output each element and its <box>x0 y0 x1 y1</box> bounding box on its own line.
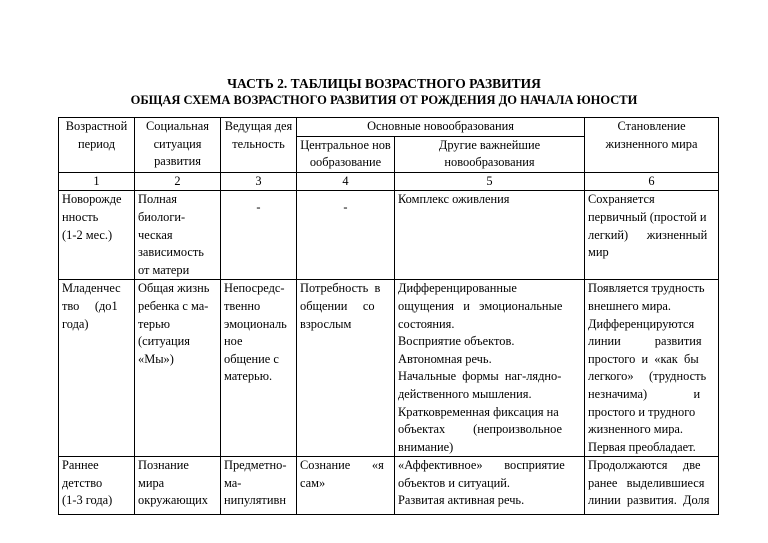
cell-line: (ситуация <box>138 334 191 349</box>
cell-line: терью <box>138 316 171 331</box>
cell-line: ребенка с ма- <box>138 298 209 313</box>
cell-line: (1-2 мес.) <box>62 227 113 242</box>
cell-line: первичный (простой и <box>588 209 707 224</box>
cell-line: Предметно- <box>224 458 287 473</box>
cell-social <box>135 191 221 280</box>
cell-line: Дифференцированные <box>398 281 517 296</box>
cell-line: окружающих <box>138 493 208 508</box>
cell-period <box>59 191 135 280</box>
cell-line: от матери <box>138 262 190 277</box>
column-number: 3 <box>221 172 297 191</box>
cell-line: внешнего мира. <box>588 298 671 313</box>
header-other-neoformations: Другие важнейшие новообразования <box>395 136 585 172</box>
header-life-world: Становление жизненного мира <box>585 118 719 173</box>
cell-social <box>135 457 221 515</box>
cell-line: мира <box>138 475 165 490</box>
cell-line: линии развития. Доля <box>588 493 710 508</box>
cell-line: эмоциональ <box>224 316 287 331</box>
cell-line: мир <box>588 245 609 260</box>
cell-line: года) <box>62 316 89 331</box>
cell-line: Сохраняется <box>588 192 655 207</box>
cell-line: общение с <box>224 351 279 366</box>
cell-line: объектов и ситуаций. <box>398 475 510 490</box>
cell-line: Продолжаются две <box>588 458 701 473</box>
cell-line: объектах (непроизвольное <box>398 422 563 437</box>
cell-central <box>297 280 395 457</box>
cell-central <box>297 457 395 515</box>
table-row-infancy <box>59 280 719 457</box>
cell-line: Младенчес <box>62 281 121 296</box>
column-number: 2 <box>135 172 221 191</box>
cell-other <box>395 457 585 515</box>
cell-world <box>585 280 719 457</box>
cell-line: Начальные формы наг-лядно- <box>398 369 562 384</box>
age-development-table <box>58 117 719 515</box>
cell-line: нность <box>62 209 99 224</box>
cell-line: Восприятие объектов. <box>398 334 515 349</box>
cell-leading <box>221 280 297 457</box>
cell-line: Появляется трудность <box>588 281 705 296</box>
cell-line: Сознание «я <box>300 458 384 473</box>
column-number: 5 <box>395 172 585 191</box>
cell-line: действенного мышления. <box>398 386 532 401</box>
cell-line: (1-3 года) <box>62 493 113 508</box>
cell-line: детство <box>62 475 103 490</box>
cell-line: Дифференцируются <box>588 316 695 331</box>
cell-line: тво (до1 <box>62 298 118 313</box>
cell-other <box>395 280 585 457</box>
cell-line: Развитая активная речь. <box>398 493 525 508</box>
cell-line: незначима) и <box>588 386 701 401</box>
cell-line: Общая жизнь <box>138 281 210 296</box>
cell-line: внимание) <box>398 439 454 454</box>
cell-line: нипулятивн <box>224 493 286 508</box>
cell-line: Автономная речь. <box>398 351 492 366</box>
cell-line: ма- <box>224 475 242 490</box>
page-subtitle: ОБЩАЯ СХЕМА ВОЗРАСТНОГО РАЗВИТИЯ ОТ РОЖДЕНИЯ ДО НАЧАЛА ЮНОСТИ <box>130 93 638 107</box>
header-period: Возрастной период <box>59 118 135 173</box>
cell-line: Полная <box>138 192 177 207</box>
table-row-early-childhood <box>59 457 719 515</box>
cell-line: ное <box>224 334 243 349</box>
column-number-row <box>59 172 719 191</box>
cell-line: простого и трудного <box>588 404 696 419</box>
cell-line: Первая преобладает. <box>588 439 696 454</box>
cell-world <box>585 457 719 515</box>
column-number: 1 <box>59 172 135 191</box>
cell-line: Раннее <box>62 458 99 473</box>
cell-line: простого и «как бы <box>588 351 699 366</box>
cell-other <box>395 191 585 280</box>
column-number: 4 <box>297 172 395 191</box>
header-leading-activity: Ведущая деятельность <box>221 118 297 173</box>
column-number: 6 <box>585 172 719 191</box>
cell-line: зависимость <box>138 245 204 260</box>
cell-world <box>585 191 719 280</box>
cell-line: Познание <box>138 458 189 473</box>
cell-leading <box>221 457 297 515</box>
cell-line: состояния. <box>398 316 455 331</box>
cell-line: легкий) жизненный <box>588 227 708 242</box>
cell-line: «Мы») <box>138 351 174 366</box>
cell-leading: - <box>221 191 297 280</box>
cell-line: твенно <box>224 298 261 313</box>
header-social-situation: Социальная ситуация развития <box>135 118 221 173</box>
header-main-neoformations: Основные новообразования <box>297 118 585 137</box>
cell-line: Кратковременная фиксация на <box>398 404 559 419</box>
cell-line: Комплекс оживления <box>398 192 510 207</box>
header-central-neoformation: Центральное новообразование <box>297 136 395 172</box>
cell-line: матерью. <box>224 369 273 384</box>
cell-social <box>135 280 221 457</box>
cell-period <box>59 457 135 515</box>
cell-line: биологи- <box>138 209 186 224</box>
table-row-newborn <box>59 191 719 280</box>
cell-line: легкого» (трудность <box>588 369 707 384</box>
cell-line: общении со <box>300 298 375 313</box>
cell-line: линии развития <box>588 334 702 349</box>
cell-line: «Аффективное» восприятие <box>398 458 565 473</box>
cell-line: ческая <box>138 227 173 242</box>
cell-line: сам» <box>300 475 326 490</box>
cell-line: взрослым <box>300 316 352 331</box>
cell-period <box>59 280 135 457</box>
cell-line: ранее выделившиеся <box>588 475 705 490</box>
cell-line: ощущения и эмоциональные <box>398 298 563 313</box>
cell-line: Потребность в <box>300 281 381 296</box>
page-title: ЧАСТЬ 2. ТАБЛИЦЫ ВОЗРАСТНОГО РАЗВИТИЯ <box>227 76 541 91</box>
cell-line: жизненного мира. <box>588 422 684 437</box>
cell-central: - <box>297 191 395 280</box>
cell-line: Новорожде <box>62 192 122 207</box>
cell-line: Непосредс- <box>224 281 285 296</box>
